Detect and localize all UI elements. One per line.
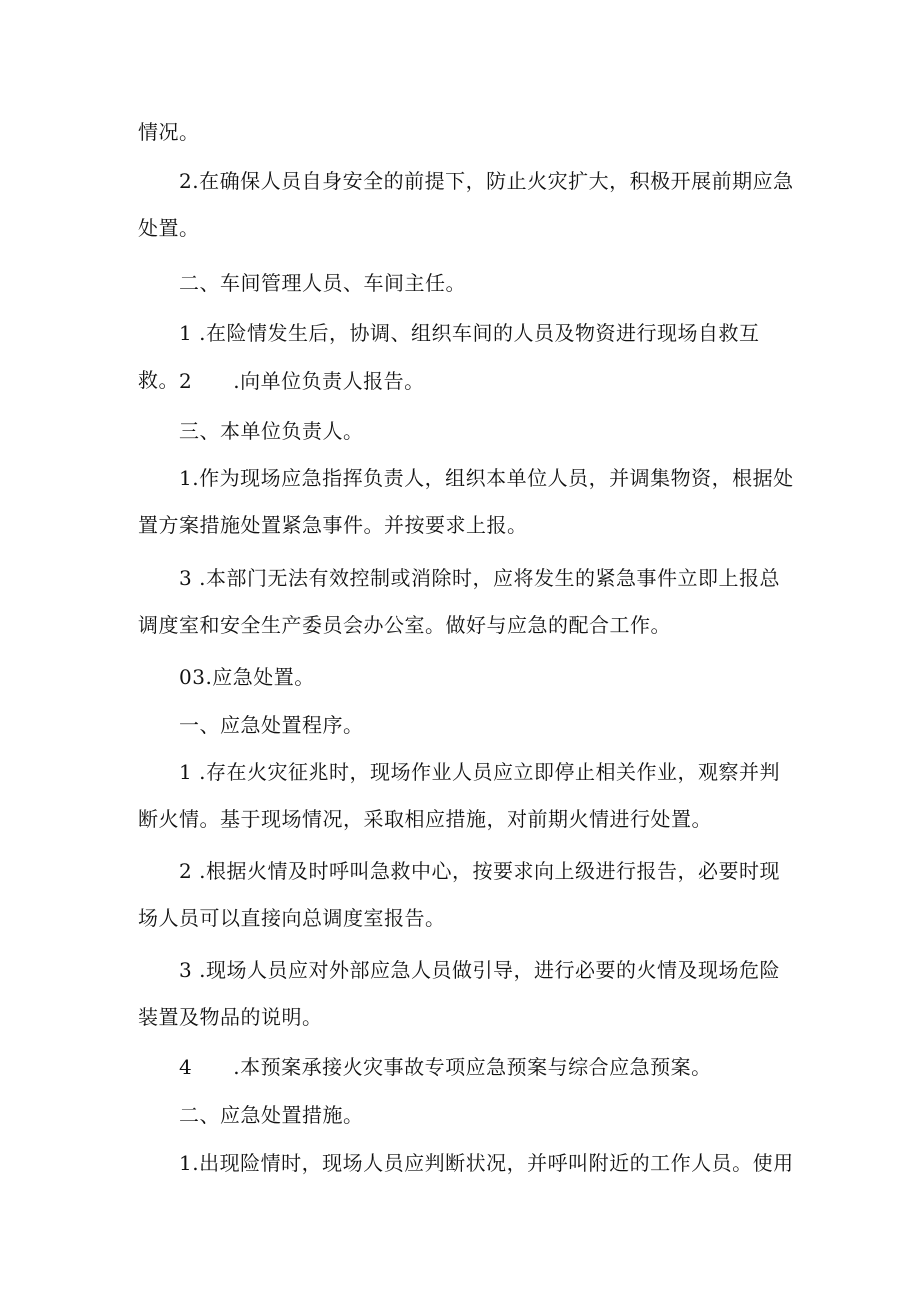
paragraph-12: 2 .根据火情及时呼叫急救中心，按要求向上级进行报告，必要时现场人员可以直接向总调度室报告。: [138, 859, 780, 930]
paragraph-9: 03.应急处置。: [179, 665, 315, 689]
paragraph-4: 1 .在险情发生后，协调、组织车间的人员及物资进行现场自救互救。: [138, 321, 760, 392]
paragraph-6: 三、本单位负责人。: [179, 419, 364, 443]
paragraph-13: 3 .现场人员应对外部应急人员做引导，进行必要的火情及现场危险装置及物品的说明。: [138, 958, 780, 1029]
paragraph-2: 2.在确保人员自身安全的前提下，防止火灾扩大，积极开展前期应急处置。: [138, 169, 794, 240]
paragraph-1: 情况。: [138, 120, 200, 144]
paragraph-14: 4 .本预案承接火灾事故专项应急预案与综合应急预案。: [179, 1055, 712, 1079]
paragraph-16: 1.出现险情时，现场人员应判断状况，并呼叫附近的工作人员。使用: [179, 1151, 794, 1175]
paragraph-8: 3 .本部门无法有效控制或消除时，应将发生的紧急事件立即上报总调度室和安全生产委员会办公室。做好与应急的配合工作。: [138, 566, 780, 637]
paragraph-10: 一、应急处置程序。: [179, 713, 364, 737]
paragraph-5: 2 .向单位负责人报告。: [179, 369, 425, 393]
paragraph-3: 二、车间管理人员、车间主任。: [179, 271, 466, 295]
paragraph-15: 二、应急处置措施。: [179, 1103, 364, 1127]
paragraph-7: 1.作为现场应急指挥负责人，组织本单位人员，并调集物资，根据处置方案措施处置紧急事件。并按要求上报。: [138, 466, 794, 537]
paragraph-11: 1 .存在火灾征兆时，现场作业人员应立即停止相关作业，观察并判断火情。基于现场情况，采取相应措施，对前期火情进行处置。: [138, 760, 780, 831]
